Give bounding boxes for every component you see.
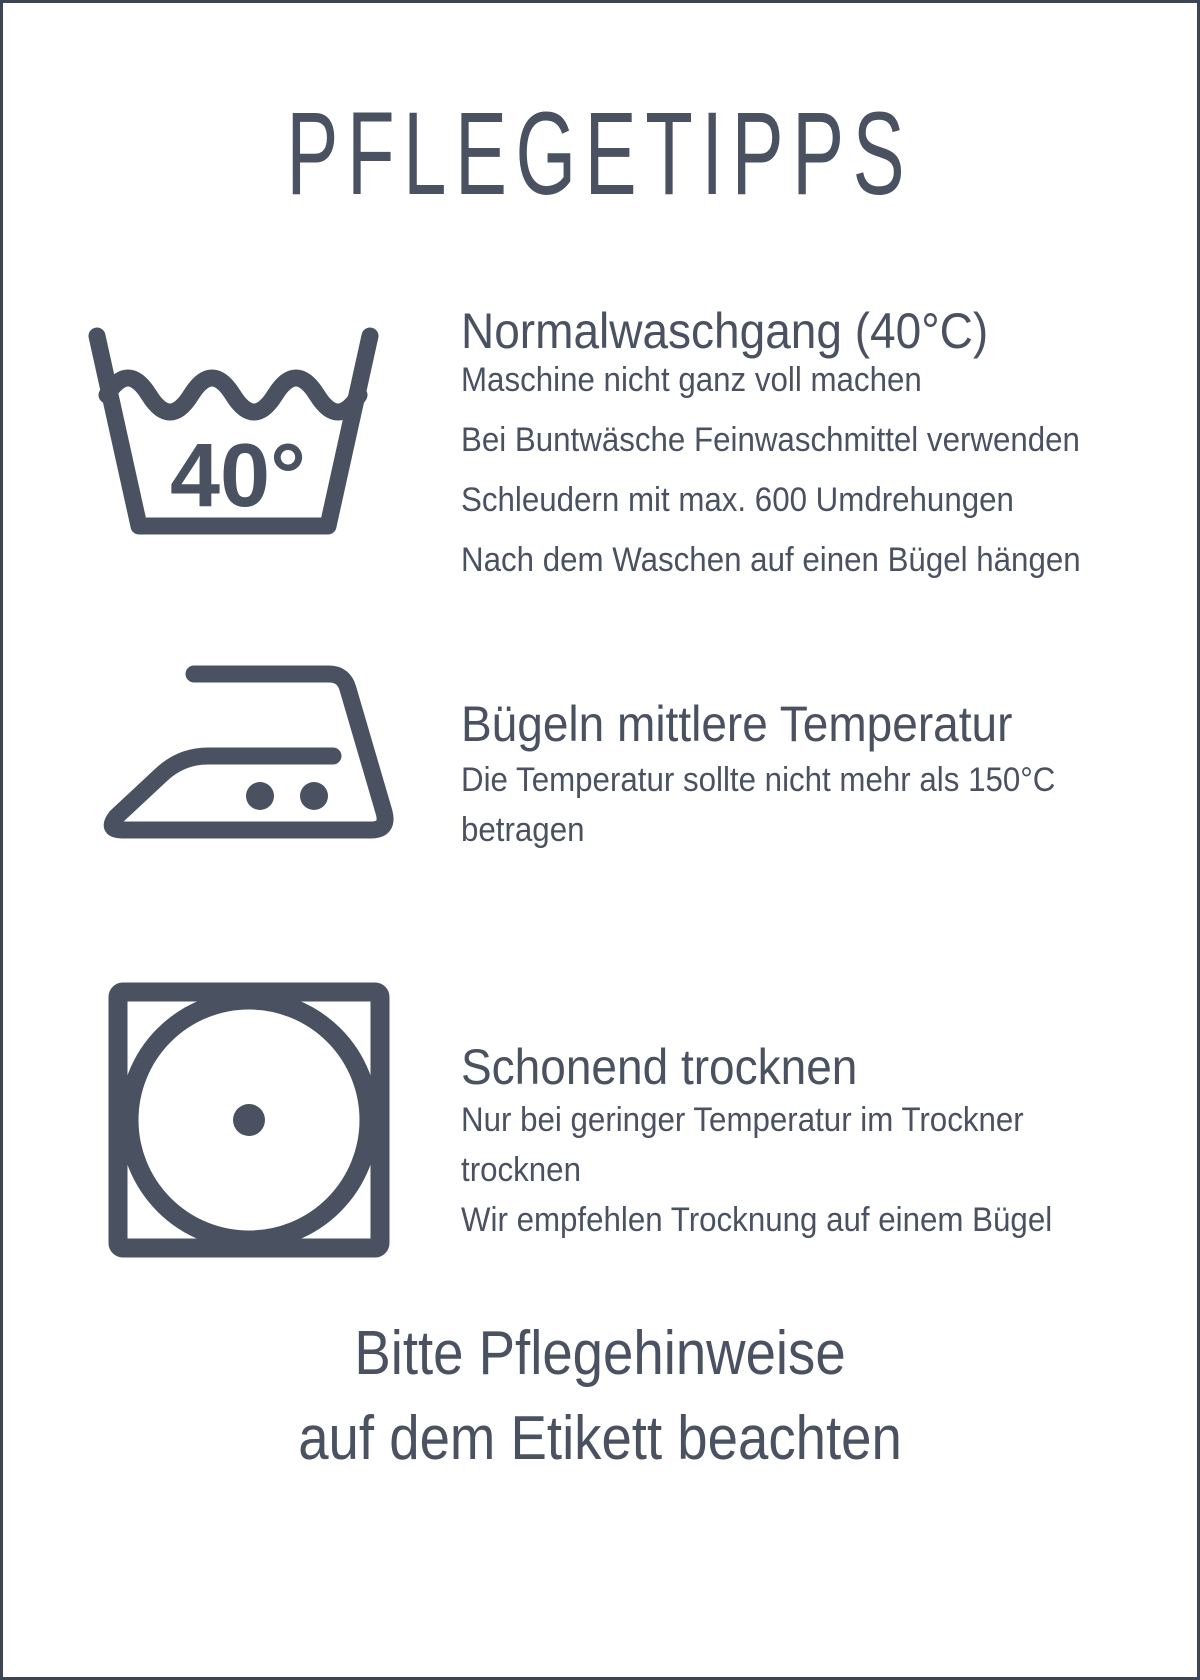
dry-instruction-line: trocknen: [461, 1151, 581, 1189]
water-wave: [107, 378, 359, 412]
footer-note-line: auf dem Etikett beachten: [298, 1404, 902, 1473]
section-heading-dry: Schonend trocknen: [461, 1039, 858, 1095]
iron-instruction-line: Die Temperatur sollte nicht mehr als 150°C: [461, 761, 1056, 799]
section-body-iron: [461, 755, 1107, 855]
section-heading-iron: Bügeln mittlere Temperatur: [461, 696, 1013, 752]
iron-medium-heat-icon: [91, 659, 405, 863]
wash-instruction-line: Nach dem Waschen auf einen Bügel hängen: [461, 541, 1081, 579]
wash-tub-40-icon: [76, 323, 391, 547]
dry-instruction-line: Wir empfehlen Trocknung auf einem Bügel: [461, 1201, 1053, 1239]
page-title: [3, 88, 1197, 249]
footer-note: [3, 1311, 1197, 1481]
tumble-dry-gentle-icon: [107, 981, 391, 1259]
footer-note-line: Bitte Pflegehinweise: [354, 1319, 846, 1388]
wash-instruction-line: Maschine nicht ganz voll machen: [461, 361, 922, 399]
iron-instruction-line: betragen: [461, 811, 585, 849]
dryer-dot: [233, 1104, 265, 1136]
section-heading-wash: Normalwaschgang (40°C): [461, 303, 989, 359]
iron-outline: [112, 674, 385, 830]
iron-dot-right: [300, 782, 328, 810]
wash-instruction-line: Schleudern mit max. 600 Umdrehungen: [461, 481, 1014, 519]
wash-instruction-line: Bei Buntwäsche Feinwaschmittel verwenden: [461, 421, 1080, 459]
page-title-text: PFLEGETIPPS: [286, 88, 914, 220]
section-body-dry: [461, 1095, 1104, 1245]
iron-dot-left: [246, 782, 274, 810]
dry-instruction-line: Nur bei geringer Temperatur im Trockner: [461, 1101, 1024, 1139]
section-body-wash: [461, 350, 1135, 590]
wash-temperature-label: 40°: [169, 426, 307, 526]
